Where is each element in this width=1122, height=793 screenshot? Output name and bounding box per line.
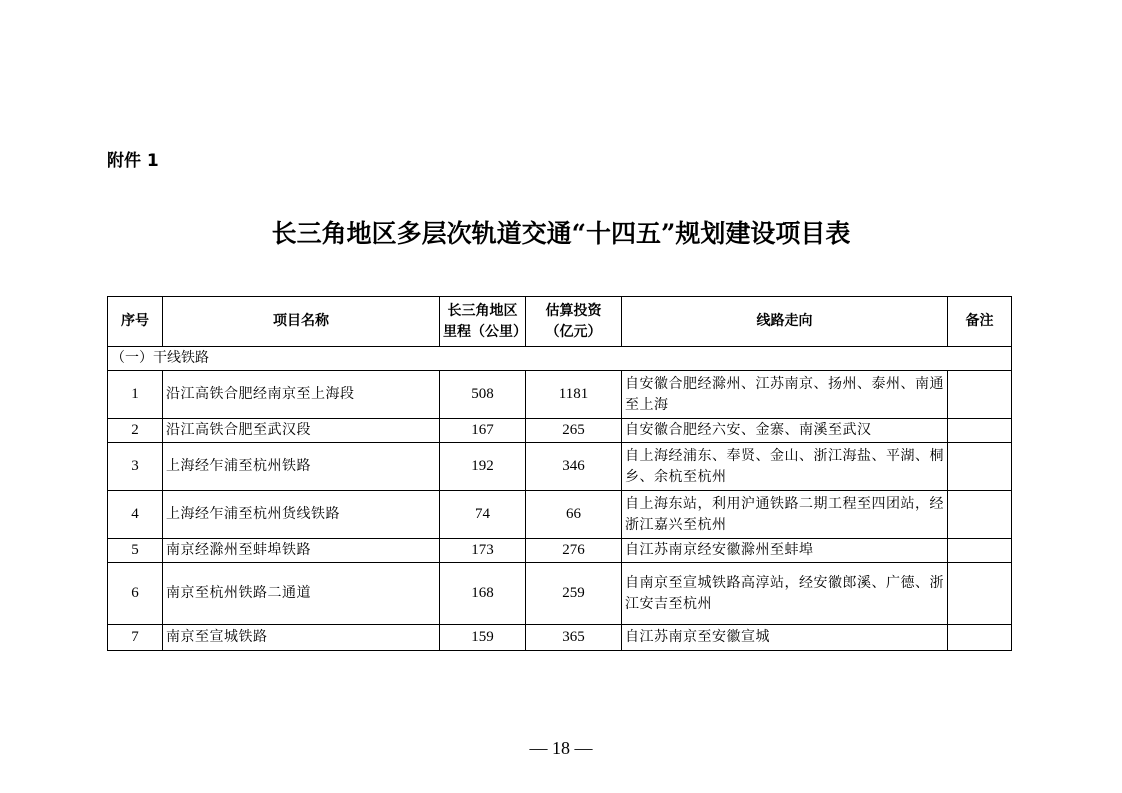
row-mileage: 167 bbox=[440, 419, 526, 443]
row-note bbox=[948, 625, 1012, 651]
row-index: 6 bbox=[108, 563, 163, 625]
table-row bbox=[108, 371, 1012, 419]
section-title: （一）干线铁路 bbox=[108, 347, 1012, 371]
page-number: — 18 — bbox=[529, 738, 593, 758]
row-note bbox=[948, 491, 1012, 539]
row-index: 5 bbox=[108, 539, 163, 563]
row-investment: 66 bbox=[526, 491, 622, 539]
row-note bbox=[948, 371, 1012, 419]
row-project-name: 沿江高铁合肥至武汉段 bbox=[163, 419, 440, 443]
row-project-name: 上海经乍浦至杭州铁路 bbox=[163, 443, 440, 491]
row-project-name: 南京至宣城铁路 bbox=[163, 625, 440, 651]
row-mileage: 74 bbox=[440, 491, 526, 539]
document-title: 长三角地区多层次轨道交通“十四五”规划建设项目表 bbox=[271, 219, 851, 248]
table-row bbox=[108, 539, 1012, 563]
row-index: 1 bbox=[108, 371, 163, 419]
row-investment: 346 bbox=[526, 443, 622, 491]
row-route: 自江苏南京至安徽宣城 bbox=[622, 625, 948, 651]
header-mileage-line2: 里程（公里） bbox=[443, 323, 527, 340]
row-route: 自安徽合肥经六安、金寨、南溪至武汉 bbox=[622, 419, 948, 443]
row-route: 自安徽合肥经滁州、江苏南京、扬州、泰州、南通至上海 bbox=[622, 371, 948, 419]
row-mileage: 159 bbox=[440, 625, 526, 651]
row-project-name: 沿江高铁合肥经南京至上海段 bbox=[163, 371, 440, 419]
header-investment bbox=[526, 297, 622, 347]
header-investment-line1: 估算投资 bbox=[545, 302, 602, 319]
project-table bbox=[107, 296, 1012, 651]
row-index: 2 bbox=[108, 419, 163, 443]
row-mileage: 508 bbox=[440, 371, 526, 419]
header-mileage-line1: 长三角地区 bbox=[447, 302, 518, 319]
header-route: 线路走向 bbox=[622, 297, 948, 347]
header-investment-line2: （亿元） bbox=[545, 323, 602, 340]
table-header-row bbox=[108, 297, 1012, 347]
row-route: 自南京至宣城铁路高淳站，经安徽郎溪、广德、浙江安吉至杭州 bbox=[622, 563, 948, 625]
table-row bbox=[108, 563, 1012, 625]
section-row bbox=[108, 347, 1012, 371]
row-investment: 276 bbox=[526, 539, 622, 563]
row-route: 自上海东站，利用沪通铁路二期工程至四团站，经浙江嘉兴至杭州 bbox=[622, 491, 948, 539]
row-investment: 1181 bbox=[526, 371, 622, 419]
row-index: 3 bbox=[108, 443, 163, 491]
header-name: 项目名称 bbox=[163, 297, 440, 347]
row-note bbox=[948, 419, 1012, 443]
row-mileage: 192 bbox=[440, 443, 526, 491]
row-investment: 265 bbox=[526, 419, 622, 443]
header-note: 备注 bbox=[948, 297, 1012, 347]
row-note bbox=[948, 443, 1012, 491]
table-row bbox=[108, 419, 1012, 443]
row-index: 7 bbox=[108, 625, 163, 651]
row-index: 4 bbox=[108, 491, 163, 539]
row-route: 自江苏南京经安徽滁州至蚌埠 bbox=[622, 539, 948, 563]
row-note bbox=[948, 539, 1012, 563]
header-mileage bbox=[440, 297, 526, 347]
row-mileage: 173 bbox=[440, 539, 526, 563]
row-note bbox=[948, 563, 1012, 625]
table-row bbox=[108, 491, 1012, 539]
row-project-name: 上海经乍浦至杭州货线铁路 bbox=[163, 491, 440, 539]
row-investment: 365 bbox=[526, 625, 622, 651]
table-row bbox=[108, 443, 1012, 491]
attachment-label: 附件 1 bbox=[107, 151, 159, 171]
row-investment: 259 bbox=[526, 563, 622, 625]
table-row bbox=[108, 625, 1012, 651]
row-mileage: 168 bbox=[440, 563, 526, 625]
row-project-name: 南京至杭州铁路二通道 bbox=[163, 563, 440, 625]
row-project-name: 南京经滁州至蚌埠铁路 bbox=[163, 539, 440, 563]
header-index: 序号 bbox=[108, 297, 163, 347]
row-route: 自上海经浦东、奉贤、金山、浙江海盐、平湖、桐乡、余杭至杭州 bbox=[622, 443, 948, 491]
